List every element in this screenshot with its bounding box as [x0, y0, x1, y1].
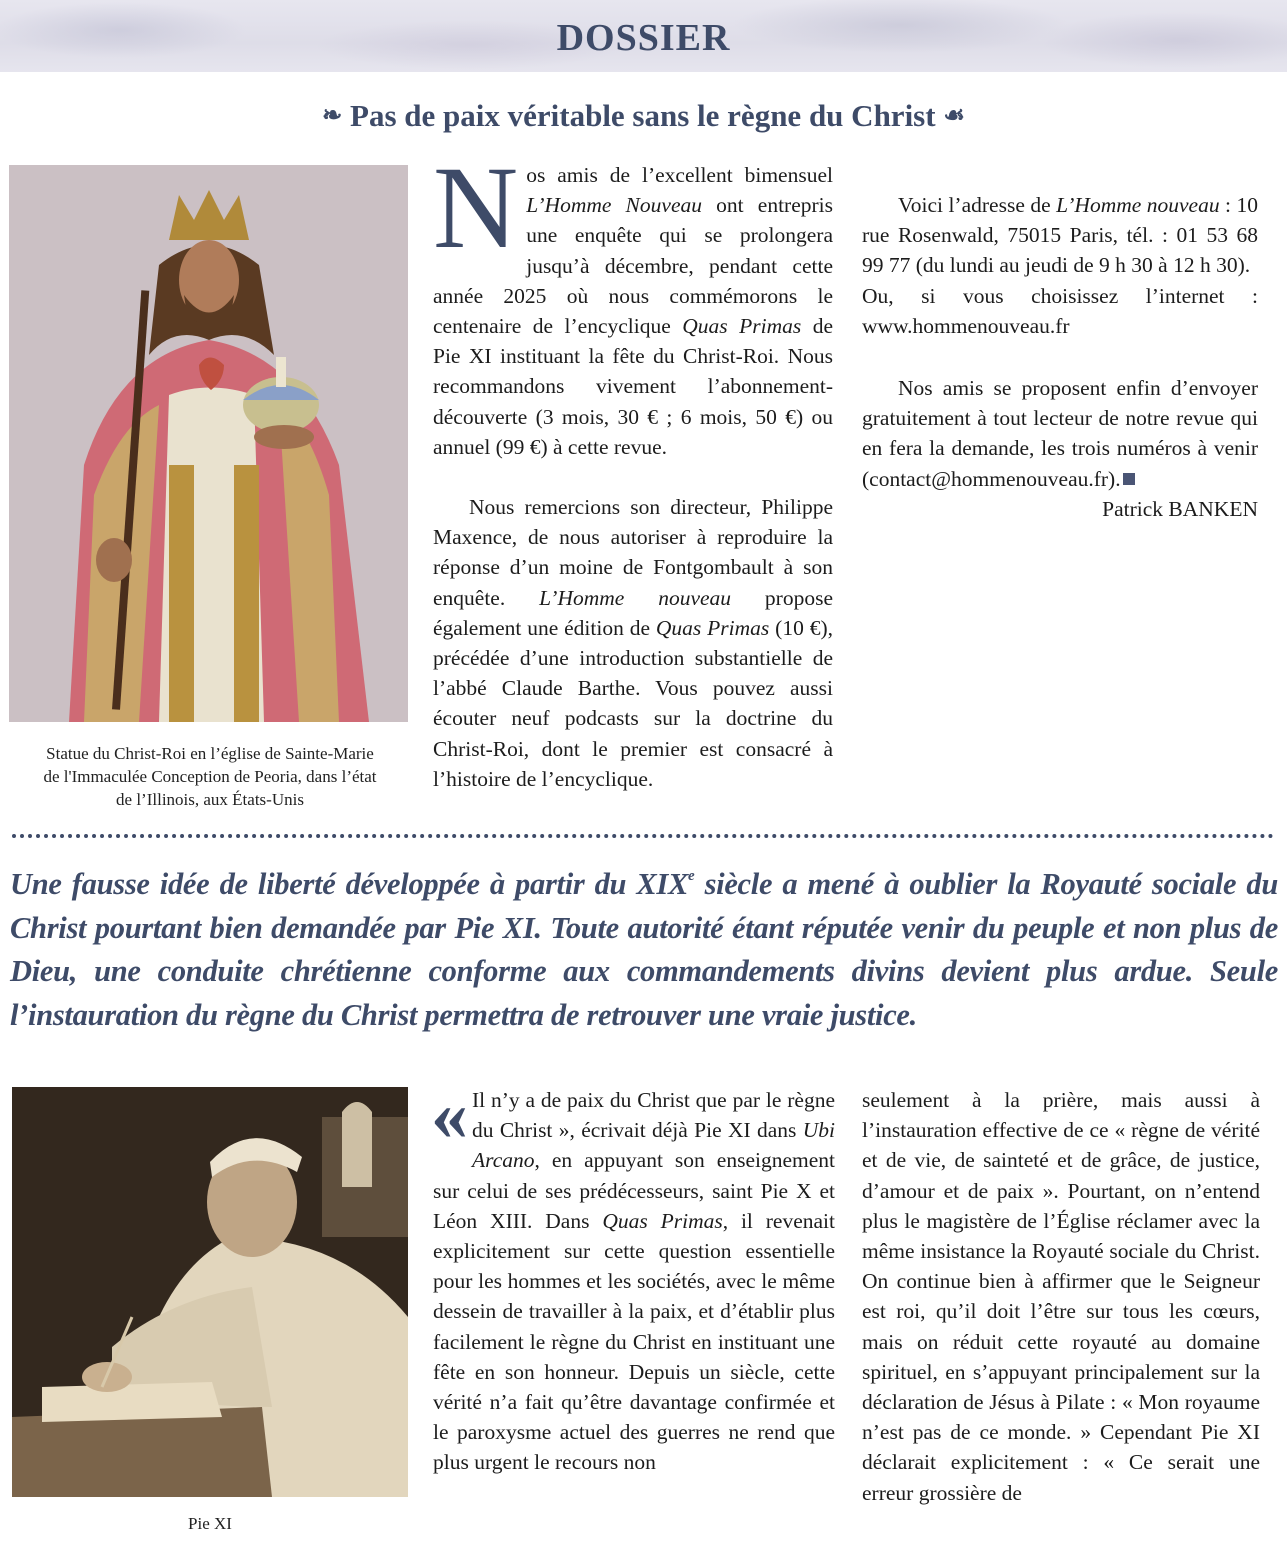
body-paragraph-2: seulement à la prière, mais aussi à l’instauration effective de ce « règne de vérité et de vie, de sainteté et de grâce, de justice, d’amour et de paix ». Pourtant, on n’entend plus le magistère de l’Église réclamer avec la même insistance la Royauté sociale du Christ. On continue bien à affirmer que le Seigneur est roi, qu’il doit l’être sur tous les cœurs, mais on réduit cette royauté au domaine spirituel, en s’appuyant principalement sur la déclaration de Jésus à Pilate : « Mon royaume n’est pas de ce monde. » Cependant Pie XI déclarait explicitement : « Ce serait une erreur grossière de	[862, 1088, 1260, 1505]
pius-xi-photo	[12, 1087, 408, 1497]
body-paragraph-1: Il n’y a de paix du Christ que par le règne du Christ », écrivait déjà Pie XI dans Ubi Arcano, en appuyant son enseignement sur celui de ses prédécesseurs, saint Pie X et Léon XIII. Dans Quas Primas, il revenait explicitement sur cette question essentielle pour les hommes et les sociétés, avec le même dessein de travailler à la paix, et d’établir plus facilement le règne du Christ en instituant une fête en son honneur. Depuis un siècle, cette vérité n’a fait qu’être davantage confirmée et le paroxysme actuel des guerres ne rend que plus urgent le recours non	[433, 1088, 835, 1475]
dotted-separator	[12, 834, 1274, 838]
article-lede: Une fausse idée de liberté développée à partir du XIXe siècle a mené à oublier la Royauté sociale du Christ pourtant bien demandée par Pie XI. Toute autorité étant réputée venir du peuple et non plus de Dieu, une conduite chrétienne conforme aux commandements divins devient plus ardue. Seule l’instauration du règne du Christ permettra de retrouver une vraie justice.	[10, 867, 1278, 1032]
end-mark-icon	[1123, 473, 1135, 485]
intro-website: Ou, si vous choisissez l’internet : www.hommenouveau.fr	[862, 283, 1258, 338]
statue-caption: Statue du Christ-Roi en l’église de Sainte-Marie de l'Immaculée Conception de Peoria, dans l’état de l’Illinois, aux États-Unis	[43, 744, 377, 809]
author-signature: Patrick BANKEN	[1102, 496, 1258, 521]
body-column-1	[431, 1074, 835, 1478]
intro-paragraph-contact: Nos amis se proposent enfin d’envoyer gratuitement à tout lecteur de notre revue qui en fera la demande, les trois numéros à venir (contact@hommenouveau.fr).	[862, 376, 1258, 491]
christ-king-statue-photo	[9, 165, 408, 722]
opening-quote-icon: «	[431, 1074, 468, 1156]
statue-illustration	[9, 165, 408, 722]
section-title: DOSSIER	[556, 17, 731, 59]
pope-caption: Pie XI	[188, 1514, 232, 1533]
intro-paragraph-2: Nous remercions son directeur, Philippe Maxence, de nous autoriser à reproduire la réponse d’un moine de Fontgombault à son enquête. L’Homme nouveau propose également une édition de Quas Primas (10 €), précédée d’une introduction substantielle de l’abbé Claude Barthe. Vous pouvez aussi écouter neuf podcasts sur la doctrine du Christ-Roi, dont le premier est consacré à l’histoire de l’encyclique.	[433, 495, 834, 791]
intro-paragraph-address: Voici l’adresse de L’Homme nouveau : 10 rue Rosenwald, 75015 Paris, tél. : 01 53 68 99 77 (du lundi au jeudi de 9 h 30 à 12 h 30).	[862, 193, 1258, 278]
intro-column-2	[862, 160, 1258, 524]
fleuron-right-icon: ☙	[943, 103, 965, 129]
intro-paragraph-1: os amis de l’excellent bimensuel L’Homme Nouveau ont entrepris une enquête qui se prolongera jusqu’à décembre, pendant cette année 2025 où nous commémorons le centenaire de l’encyclique Quas Primas de Pie XI instituant la fête du Christ-Roi. Nous recommandons vivement l’abonnement-découverte (3 mois, 30 € ; 6 mois, 50 €) ou annuel (99 €) à cette revue.	[433, 163, 834, 459]
section-banner	[0, 0, 1287, 72]
body-column-2	[862, 1085, 1260, 1508]
pope-illustration	[12, 1087, 408, 1497]
fleuron-left-icon: ❧	[322, 103, 343, 129]
article-title-text: Pas de paix véritable sans le règne du Christ	[350, 98, 936, 133]
article-title	[0, 98, 1287, 134]
drop-cap: N	[433, 142, 519, 273]
intro-column-1	[433, 142, 834, 794]
